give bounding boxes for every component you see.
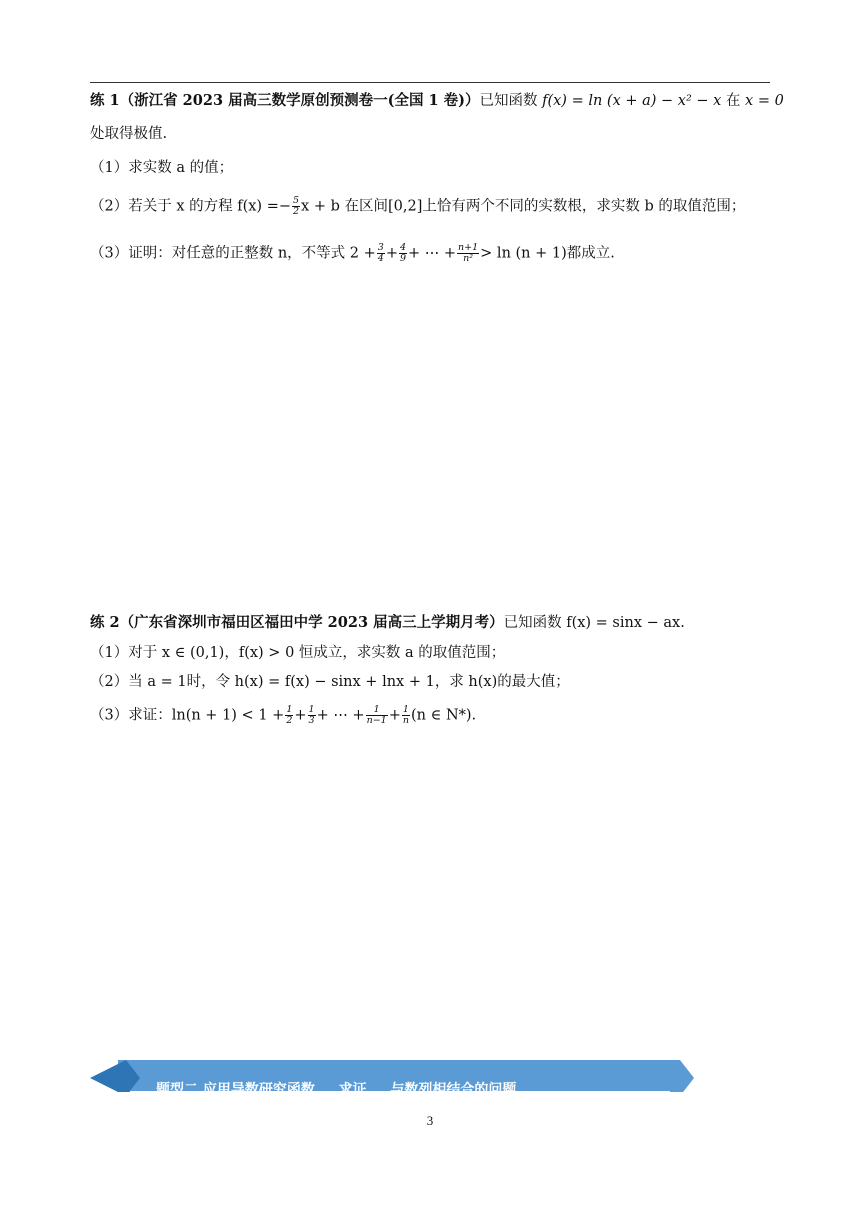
page-number: 3 xyxy=(426,1113,434,1128)
fraction: $\frac{1}{3}$ xyxy=(308,704,315,726)
ex1-line1: 练 1（浙江省 2023 届高三数学原创预测卷一(全国 1 卷)）已知函数 f(x) = ln (x + a) − x² − x 在 x = 0 xyxy=(90,92,784,109)
fraction: $\frac{4}{9}$ xyxy=(399,242,407,264)
ex1-line2: 处取得极值. xyxy=(90,126,168,142)
ex2-question-2: （2）当 a = 1时，令 h(x) = f(x) − sinx + lnx + 1，求 h(x)的最大值； xyxy=(90,674,570,690)
fraction: $\frac{1}{2}$ xyxy=(286,704,293,726)
banner-text: 题型二 应用导数研究函数 … 求证 … 与数列相结合的问题 xyxy=(156,1082,517,1096)
ex2-line1: 练 2（广东省深圳市福田区福田中学 2023 届高三上学期月考）已知函数 f(x) = sinx − ax. xyxy=(90,614,685,631)
fraction: $\frac{3}{4}$ xyxy=(377,242,384,264)
ex2-question-3: （3）求证：ln(n + 1) < 1 + $\frac{1}{2}$ + $\frac{1}{3}$ + ⋯ + $\frac{1}{n-1}$ + $\frac{1}{n}$ (n ∈ N*). xyxy=(90,704,477,726)
ex2-question-1: （1）对于 x ∈ (0,1)，f(x) > 0 恒成立，求实数 a 的取值范围； xyxy=(90,645,506,661)
ex1-question-3: （3）证明：对任意的正整数 n，不等式 2 + $\frac{3}{4}$ + $\frac{4}{9}$ + ⋯ + $\frac{n+1}{\text{n²}}$ > ln (n + 1)都成立. xyxy=(90,242,615,264)
fraction: $\frac{5}{2}$ xyxy=(293,195,300,217)
ex1-question-1: （1）求实数 a 的值； xyxy=(90,160,234,176)
ex1-question-2: （2）若关于 x 的方程 f(x) =− $\frac{5}{2}$ x + b 在区间[0,2]上恰有两个不同的实数根，求实数 b 的取值范围； xyxy=(90,195,746,217)
ex2-heading: 练 2（广东省深圳市福田区福田中学 2023 届高三上学期月考） xyxy=(90,614,504,631)
fraction: $\frac{n+1}{\text{n²}}$ xyxy=(458,242,479,264)
fraction: $\frac{1}{n}$ xyxy=(402,704,409,726)
ex1-heading: 练 1（浙江省 2023 届高三数学原创预测卷一(全国 1 卷)） xyxy=(90,92,480,109)
section-banner xyxy=(90,1060,694,1096)
ex1-function: f(x) = ln (x + a) − x² − x xyxy=(542,93,722,109)
header-rule xyxy=(90,82,770,83)
fraction: $\frac{1}{n-1}$ xyxy=(366,704,387,726)
